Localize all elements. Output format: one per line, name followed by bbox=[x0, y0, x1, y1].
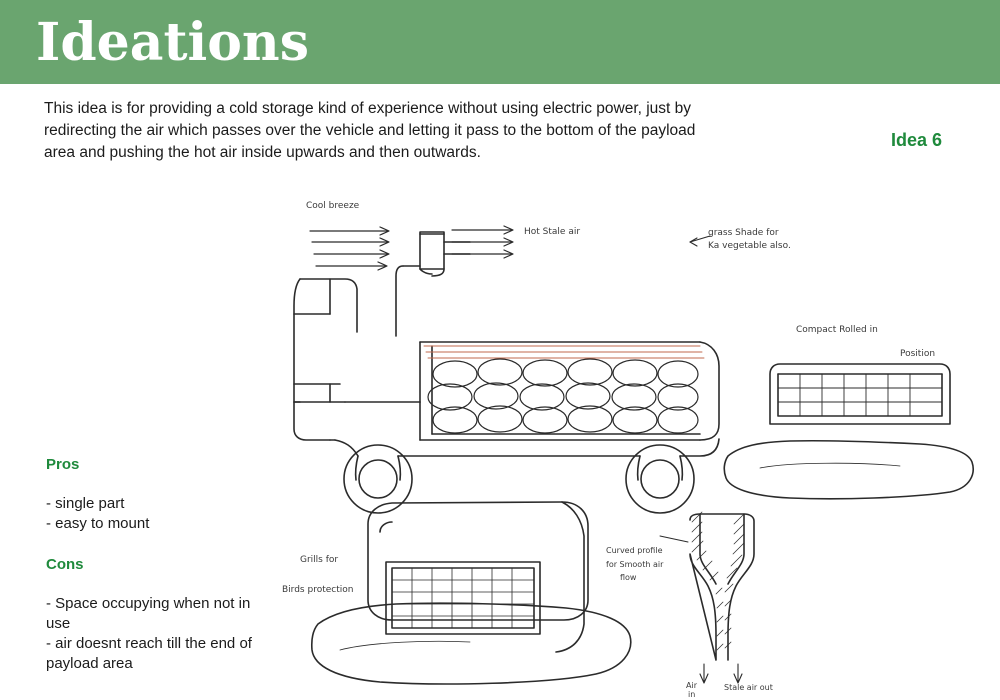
annotation-grass-shade-2: Ka vegetable also. bbox=[708, 241, 791, 251]
annotation-for-smooth-air: for Smooth air bbox=[606, 560, 664, 569]
idea-label: Idea 6 bbox=[890, 130, 942, 150]
page-title: Ideations bbox=[36, 12, 309, 73]
list-item: - Space occupying when not in use bbox=[46, 595, 251, 632]
list-item: - air doesnt reach till the end of payload area bbox=[46, 635, 252, 672]
annotation-flow: flow bbox=[620, 573, 637, 582]
annotation-curved-profile: Curved profile bbox=[606, 546, 663, 555]
list-item: - easy to mount bbox=[46, 515, 150, 532]
annotation-air-in: Air bbox=[686, 681, 697, 690]
intro-paragraph: This idea is for providing a cold storage kind of experience without using electric power, just by redirecting the air which passes over the vehicle and letting it pass to the bottom of the payload area and pushing the hot air inside upwards and then outwards. bbox=[44, 100, 696, 161]
annotation-compact-rolled: Compact Rolled in bbox=[796, 325, 878, 335]
pros-heading: Pros bbox=[46, 456, 80, 473]
cons-list bbox=[46, 594, 256, 674]
annotation-air-in-2: in bbox=[688, 690, 696, 699]
pros-list bbox=[46, 494, 256, 534]
annotation-birds-protection: Birds protection bbox=[282, 585, 354, 595]
list-item: - single part bbox=[46, 495, 125, 512]
annotation-cool-breeze: Cool breeze bbox=[306, 201, 360, 211]
annotation-grass-shade: grass Shade for bbox=[708, 228, 779, 238]
annotation-grills-for: Grills for bbox=[300, 555, 339, 565]
annotation-compact-rolled-2: Position bbox=[900, 349, 936, 359]
annotation-stale-air-out: Stale air out bbox=[724, 683, 773, 692]
cons-heading: Cons bbox=[46, 556, 84, 573]
annotation-hot-stale-air: Hot Stale air bbox=[524, 227, 581, 237]
